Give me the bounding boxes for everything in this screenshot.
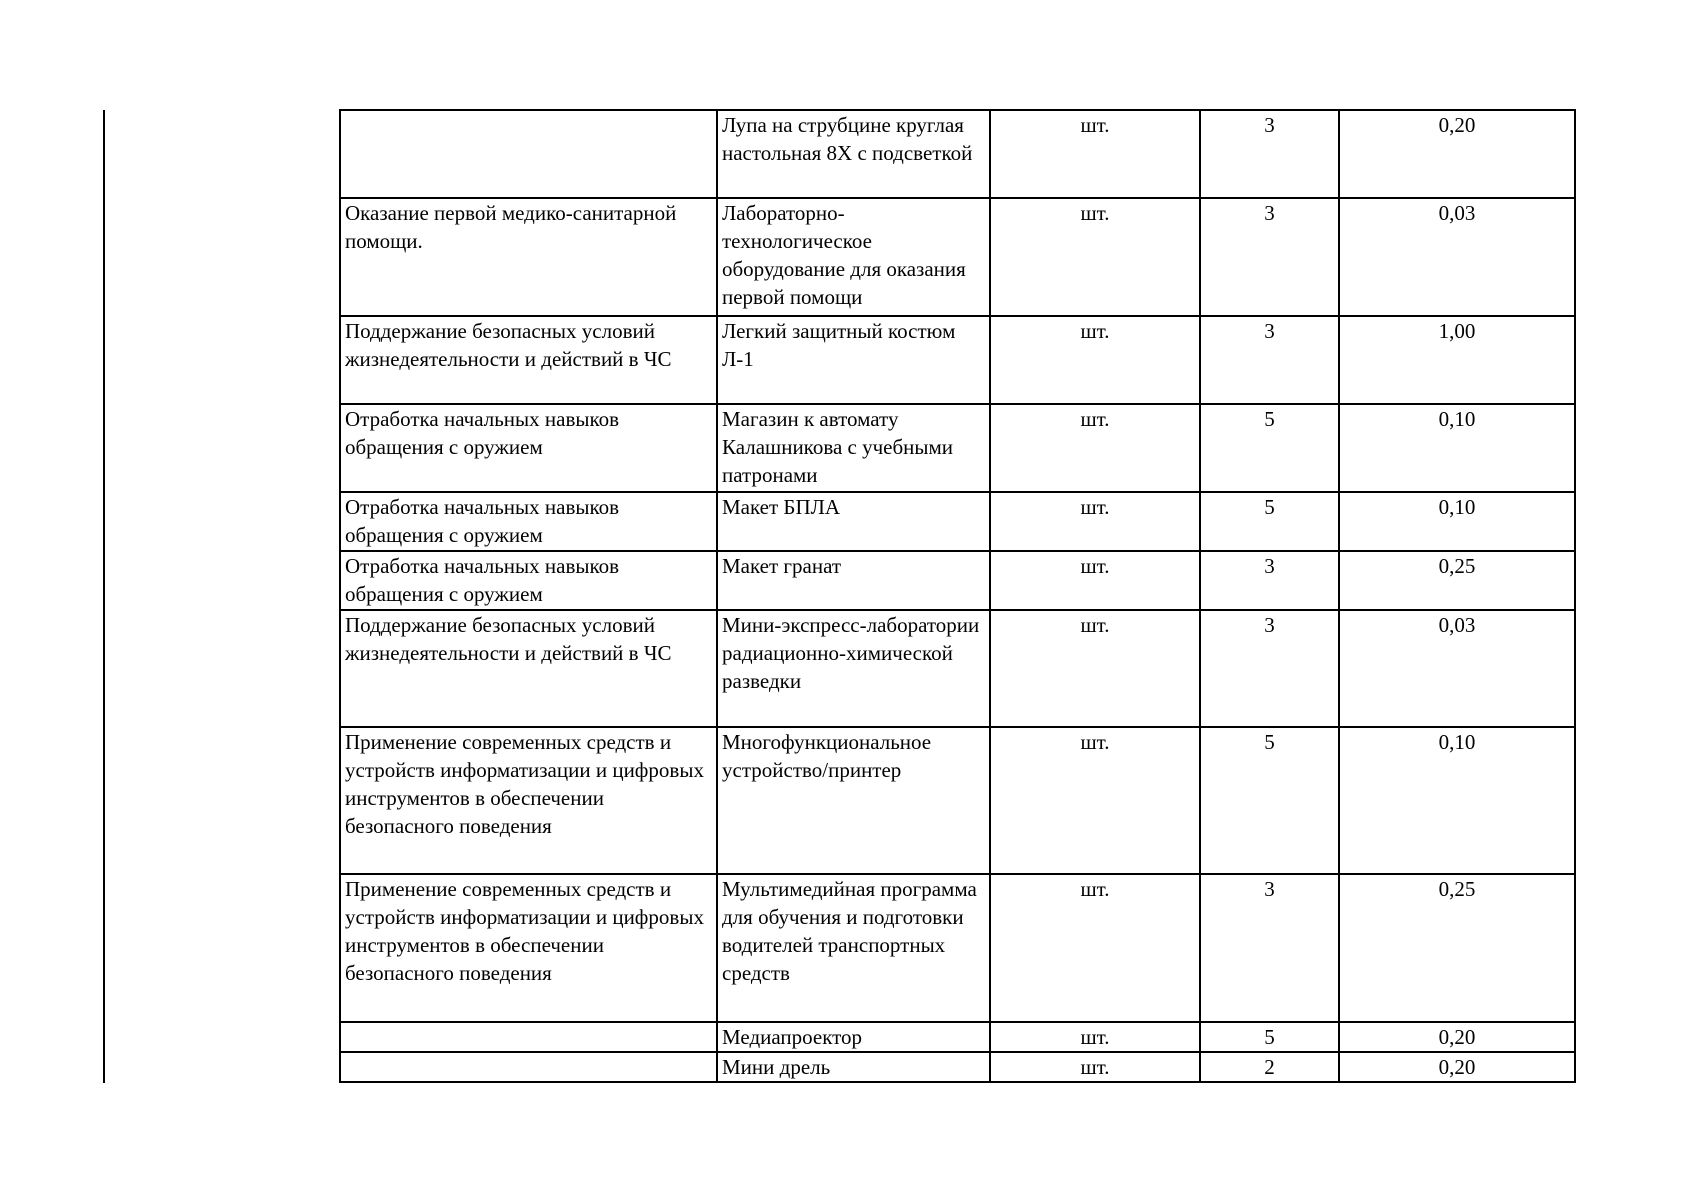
norm-cell: 1,00 <box>1339 316 1575 404</box>
activity-cell <box>340 1022 717 1052</box>
norm-cell: 0,20 <box>1339 1052 1575 1082</box>
quantity-cell: 3 <box>1200 110 1339 198</box>
unit-cell: шт. <box>990 610 1200 727</box>
activity-cell: Оказание первой медико-санитарной помощи. <box>340 198 717 316</box>
unit-cell: шт. <box>990 727 1200 874</box>
unit-cell: шт. <box>990 404 1200 492</box>
norm-cell: 0,25 <box>1339 874 1575 1022</box>
activity-cell: Отработка начальных навыков обращения с оружием <box>340 551 717 610</box>
quantity-cell: 2 <box>1200 1052 1339 1082</box>
unit-cell: шт. <box>990 316 1200 404</box>
norm-cell: 0,25 <box>1339 551 1575 610</box>
quantity-cell: 5 <box>1200 404 1339 492</box>
equipment-table <box>339 109 1576 1083</box>
norm-cell: 0,03 <box>1339 198 1575 316</box>
item-cell: Лабораторно-технологическое оборудование для оказания первой помощи <box>717 198 990 316</box>
quantity-cell: 5 <box>1200 1022 1339 1052</box>
unit-cell: шт. <box>990 492 1200 551</box>
table-row <box>340 110 1575 198</box>
norm-cell: 0,10 <box>1339 727 1575 874</box>
activity-cell: Применение современных средств и устройств информатизации и цифровых инструментов в обеспечении безопасного поведения <box>340 727 717 874</box>
unit-cell: шт. <box>990 198 1200 316</box>
quantity-cell: 3 <box>1200 610 1339 727</box>
unit-cell: шт. <box>990 110 1200 198</box>
quantity-cell: 3 <box>1200 551 1339 610</box>
activity-cell <box>340 110 717 198</box>
quantity-cell: 3 <box>1200 874 1339 1022</box>
table-row <box>340 1022 1575 1052</box>
quantity-cell: 5 <box>1200 492 1339 551</box>
activity-cell <box>340 1052 717 1082</box>
item-cell: Мультимедийная программа для обучения и подготовки водителей транспортных средств <box>717 874 990 1022</box>
table-row <box>340 610 1575 727</box>
norm-cell: 0,10 <box>1339 404 1575 492</box>
norm-cell: 0,03 <box>1339 610 1575 727</box>
unit-cell: шт. <box>990 1052 1200 1082</box>
item-cell: Многофункциональное устройство/принтер <box>717 727 990 874</box>
unit-cell: шт. <box>990 874 1200 1022</box>
table-row <box>340 316 1575 404</box>
page-margin-line <box>103 110 105 1083</box>
norm-cell: 0,10 <box>1339 492 1575 551</box>
item-cell: Мини дрель <box>717 1052 990 1082</box>
activity-cell: Применение современных средств и устройств информатизации и цифровых инструментов в обеспечении безопасного поведения <box>340 874 717 1022</box>
activity-cell: Поддержание безопасных условий жизнедеятельности и действий в ЧС <box>340 610 717 727</box>
table-row <box>340 551 1575 610</box>
norm-cell: 0,20 <box>1339 110 1575 198</box>
item-cell: Лупа на струбцине круглая настольная 8Х с подсветкой <box>717 110 990 198</box>
quantity-cell: 3 <box>1200 316 1339 404</box>
table-row <box>340 404 1575 492</box>
quantity-cell: 3 <box>1200 198 1339 316</box>
item-cell: Легкий защитный костюм Л-1 <box>717 316 990 404</box>
item-cell: Макет БПЛА <box>717 492 990 551</box>
norm-cell: 0,20 <box>1339 1022 1575 1052</box>
table-row <box>340 198 1575 316</box>
table-row <box>340 727 1575 874</box>
table-row <box>340 1052 1575 1082</box>
unit-cell: шт. <box>990 551 1200 610</box>
item-cell: Медиапроектор <box>717 1022 990 1052</box>
item-cell: Магазин к автомату Калашникова с учебными патронами <box>717 404 990 492</box>
activity-cell: Отработка начальных навыков обращения с оружием <box>340 492 717 551</box>
item-cell: Мини-экспресс-лаборатории радиационно-химической разведки <box>717 610 990 727</box>
activity-cell: Отработка начальных навыков обращения с оружием <box>340 404 717 492</box>
item-cell: Макет гранат <box>717 551 990 610</box>
quantity-cell: 5 <box>1200 727 1339 874</box>
table-row <box>340 492 1575 551</box>
unit-cell: шт. <box>990 1022 1200 1052</box>
table-row <box>340 874 1575 1022</box>
activity-cell: Поддержание безопасных условий жизнедеятельности и действий в ЧС <box>340 316 717 404</box>
